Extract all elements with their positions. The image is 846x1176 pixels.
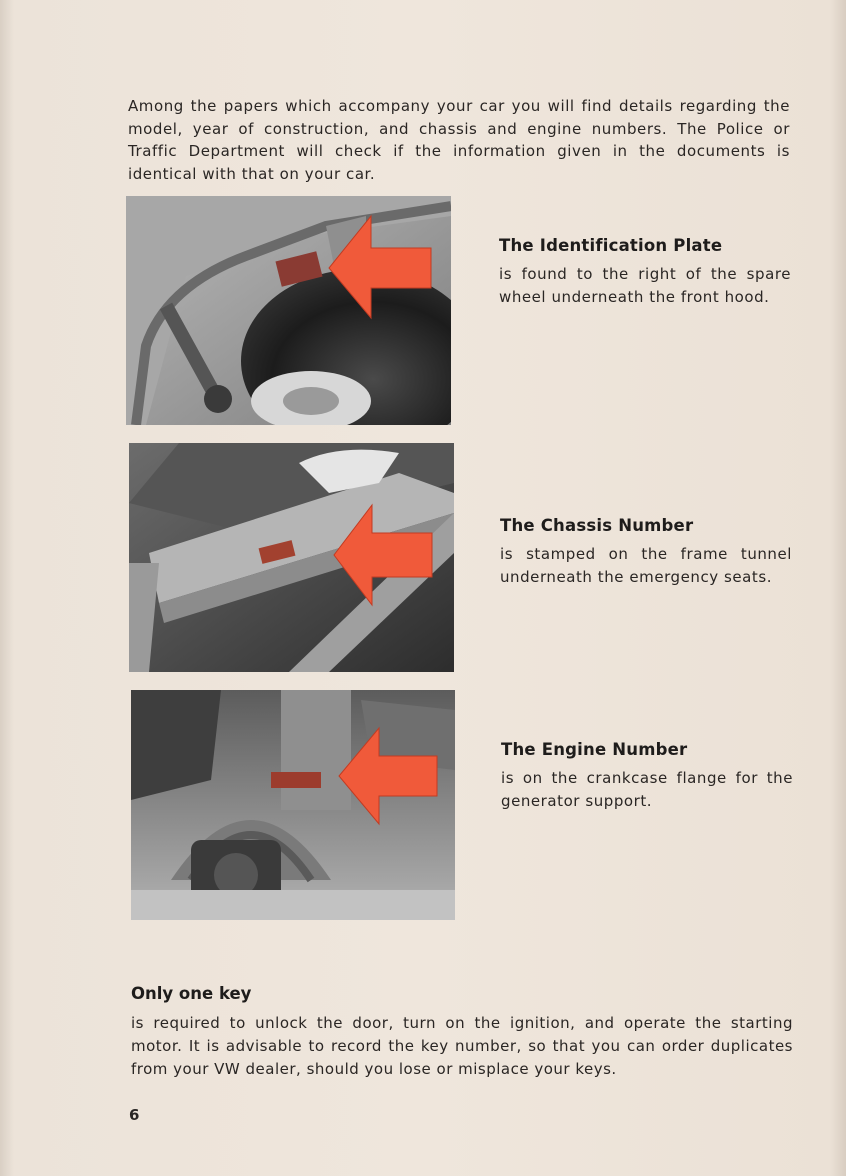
engine-number-body: is on the crankcase flange for the generator support. — [501, 769, 793, 810]
intro-paragraph: Among the papers which accompany your car you will find details regarding the model, year of construction, and chassis and engine numbers. The Police or Traffic Department will check if the information given in the documents is identical with that on your car. — [128, 97, 790, 183]
engine-number-caption — [501, 740, 793, 812]
page-number: 6 — [129, 1106, 140, 1124]
identification-plate-title: The Identification Plate — [499, 236, 723, 255]
chassis-number-caption — [500, 516, 792, 588]
identification-plate-photo — [126, 196, 451, 425]
engine-number-photo — [131, 690, 455, 920]
chassis-number-title: The Chassis Number — [500, 516, 694, 535]
key-section-title: Only one key — [131, 984, 252, 1003]
key-section — [131, 984, 793, 1081]
chassis-number-photo — [129, 443, 454, 672]
chassis-number-body: is stamped on the frame tunnel underneath the emergency seats. — [500, 545, 792, 586]
identification-plate-caption — [499, 236, 791, 308]
engine-number-stamp — [271, 772, 321, 788]
identification-plate-body: is found to the right of the spare wheel underneath the front hood. — [499, 265, 791, 306]
engine-number-title: The Engine Number — [501, 740, 688, 759]
key-section-body: is required to unlock the door, turn on the ignition, and operate the starting motor. It is advisable to record the key number, so that you can order duplicates from your VW dealer, should you lose or misplace your keys. — [131, 1014, 793, 1078]
